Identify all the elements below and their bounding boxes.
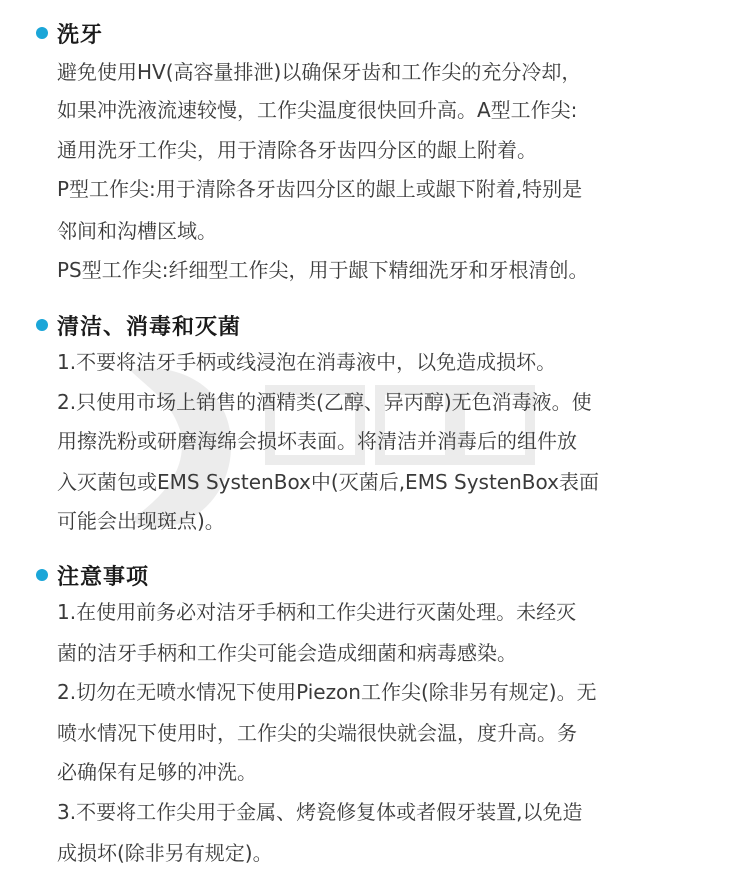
section-header xyxy=(0,558,750,592)
text-line: 用擦洗粉或研磨海绵会损坏表面。将清洁并消毒后的组件放 xyxy=(57,429,577,453)
section-header xyxy=(0,16,750,50)
section-title: 清洁、消毒和灭菌 xyxy=(57,314,242,340)
section-scaling xyxy=(0,16,750,50)
bullet-dot-icon xyxy=(36,27,48,39)
text-line: 3.不要将工作尖用于金属、烤瓷修复体或者假牙装置,以免造 xyxy=(57,800,583,824)
text-line: 可能会出现斑点)。 xyxy=(57,509,225,533)
text-line: 入灭菌包或EMS SystenBox中(灭菌后,EMS SystenBox表面 xyxy=(57,470,599,494)
text-line: 成损坏(除非另有规定)。 xyxy=(57,841,273,865)
section-header xyxy=(0,308,750,342)
text-line: 避免使用HV(高容量排泄)以确保牙齿和工作尖的充分冷却， xyxy=(57,60,582,84)
text-line: 1.不要将洁牙手柄或线浸泡在消毒液中，以免造成损坏。 xyxy=(57,350,557,374)
section-title: 注意事项 xyxy=(57,564,150,590)
section-precautions xyxy=(0,558,750,592)
bullet-dot-icon xyxy=(36,569,48,581)
text-line: 2.只使用市场上销售的酒精类(乙醇、异丙醇)无色消毒液。使 xyxy=(57,390,592,414)
bullet-dot-icon xyxy=(36,319,48,331)
text-line: PS型工作尖:纤细型工作尖，用于龈下精细洗牙和牙根清创。 xyxy=(57,258,589,282)
text-line: 通用洗牙工作尖，用于清除各牙齿四分区的龈上附着。 xyxy=(57,138,537,162)
text-line: 必确保有足够的冲洗。 xyxy=(57,760,257,784)
section-cleaning xyxy=(0,308,750,342)
text-line: 1.在使用前务必对洁牙手柄和工作尖进行灭菌处理。未经灭 xyxy=(57,600,577,624)
section-title: 洗牙 xyxy=(57,22,104,48)
text-line: P型工作尖:用于清除各牙齿四分区的龈上或龈下附着,特别是 xyxy=(57,177,583,201)
text-line: 2.切勿在无喷水情况下使用Piezon工作尖(除非另有规定)。无 xyxy=(57,680,597,704)
text-line: 邻间和沟槽区域。 xyxy=(57,219,217,243)
text-line: 菌的洁牙手柄和工作尖可能会造成细菌和病毒感染。 xyxy=(57,641,517,665)
text-line: 如果冲洗液流速较慢，工作尖温度很快回升高。A型工作尖: xyxy=(57,98,578,122)
text-line: 喷水情况下使用时，工作尖的尖端很快就会温，度升高。务 xyxy=(57,721,577,745)
